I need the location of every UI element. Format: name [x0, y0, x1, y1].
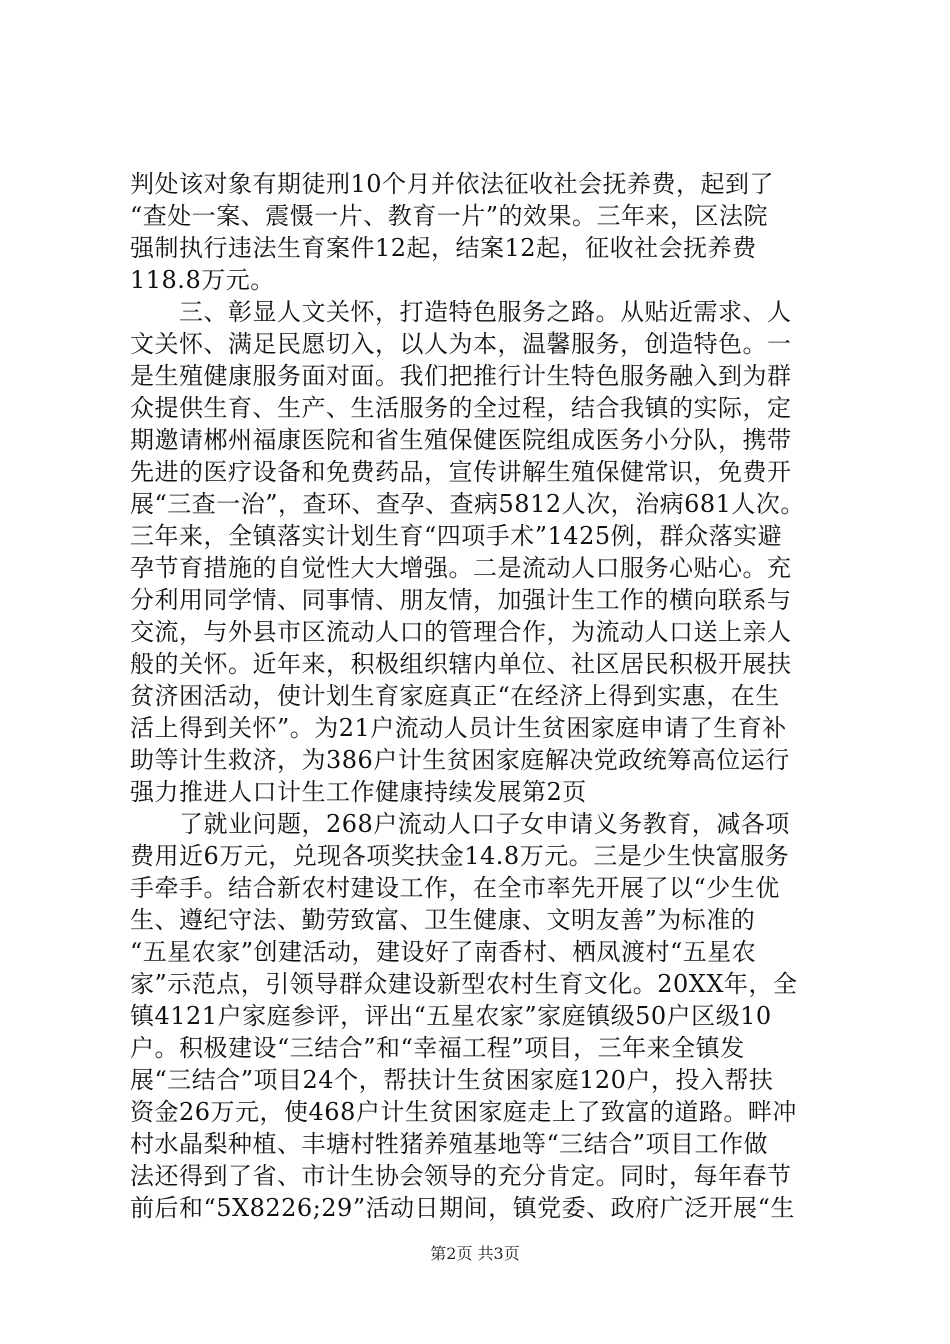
text-line: 费用近6万元，兑现各项奖扶金14.8万元。三是少生快富服务	[130, 842, 790, 870]
text-line: 三、彰显人文关怀，打造特色服务之路。从贴近需求、人	[130, 298, 792, 326]
text-line: 判处该对象有期徒刑10个月并依法征收社会抚养费，起到了	[130, 170, 775, 198]
text-line: 交流，与外县市区流动人口的管理合作，为流动人口送上亲人	[130, 618, 792, 646]
text-line: 贫济困活动，使计划生育家庭真正“在经济上得到实惠，在生	[130, 682, 780, 710]
text-line: “查处一案、震慑一片、教育一片”的效果。三年来，区法院	[130, 202, 769, 230]
text-line: “五星农家”创建活动，建设好了南香村、栖凤渡村“五星农	[130, 938, 757, 966]
text-line: 资金26万元，使468户计生贫困家庭走上了致富的道路。畔冲	[130, 1098, 797, 1126]
text-line: 三年来，全镇落实计划生育“四项手术”1425例，群众落实避	[130, 522, 783, 550]
text-line: 118.8万元。	[130, 266, 275, 294]
text-line: 强力推进人口计生工作健康持续发展第2页	[130, 778, 587, 806]
text-line: 众提供生育、生产、生活服务的全过程，结合我镇的实际，定	[130, 394, 792, 422]
text-line: 法还得到了省、市计生协会领导的充分肯定。同时，每年春节	[130, 1162, 792, 1190]
text-line: 是生殖健康服务面对面。我们把推行计生特色服务融入到为群	[130, 362, 792, 390]
text-line: 文关怀、满足民愿切入，以人为本，温馨服务，创造特色。一	[130, 330, 792, 358]
text-line: 般的关怀。近年来，积极组织辖内单位、社区居民积极开展扶	[130, 650, 792, 678]
document-body	[130, 168, 830, 1224]
text-line: 活上得到关怀”。为21户流动人员计生贫困家庭申请了生育补	[130, 714, 787, 742]
text-line: 强制执行违法生育案件12起，结案12起，征收社会抚养费	[130, 234, 757, 262]
text-line: 先进的医疗设备和免费药品，宣传讲解生殖保健常识，免费开	[130, 458, 792, 486]
text-line: 分利用同学情、同事情、朋友情，加强计生工作的横向联系与	[130, 586, 792, 614]
text-line: 孕节育措施的自觉性大大增强。二是流动人口服务心贴心。充	[130, 554, 792, 582]
text-line: 展“三查一治”，查环、查孕、查病5812人次，治病681人次。	[130, 490, 805, 518]
text-line: 了就业问题，268户流动人口子女申请义务教育，减各项	[130, 810, 790, 838]
text-line: 镇4121户家庭参评，评出“五星农家”家庭镇级50户区级10	[130, 1002, 772, 1030]
text-line: 生、遵纪守法、勤劳致富、卫生健康、文明友善”为标准的	[130, 906, 756, 934]
page-footer: 第2页 共3页	[430, 1244, 520, 1263]
text-line: 期邀请郴州福康医院和省生殖保健医院组成医务小分队，携带	[130, 426, 792, 454]
text-line: 家”示范点，引领导群众建设新型农村生育文化。20XX年，全	[130, 970, 798, 998]
text-line: 助等计生救济，为386户计生贫困家庭解决党政统筹高位运行	[130, 746, 790, 774]
text-line: 村水晶梨种植、丰塘村牲猪养殖基地等“三结合”项目工作做	[130, 1130, 769, 1158]
text-line: 展“三结合”项目24个，帮扶计生贫困家庭120户，投入帮扶	[130, 1066, 774, 1094]
text-line: 手牵手。结合新农村建设工作，在全市率先开展了以“少生优	[130, 874, 780, 902]
text-line: 前后和“5X8226;29”活动日期间，镇党委、政府广泛开展“生	[130, 1194, 795, 1222]
text-line: 户。积极建设“三结合”和“幸福工程”项目，三年来全镇发	[130, 1034, 745, 1062]
